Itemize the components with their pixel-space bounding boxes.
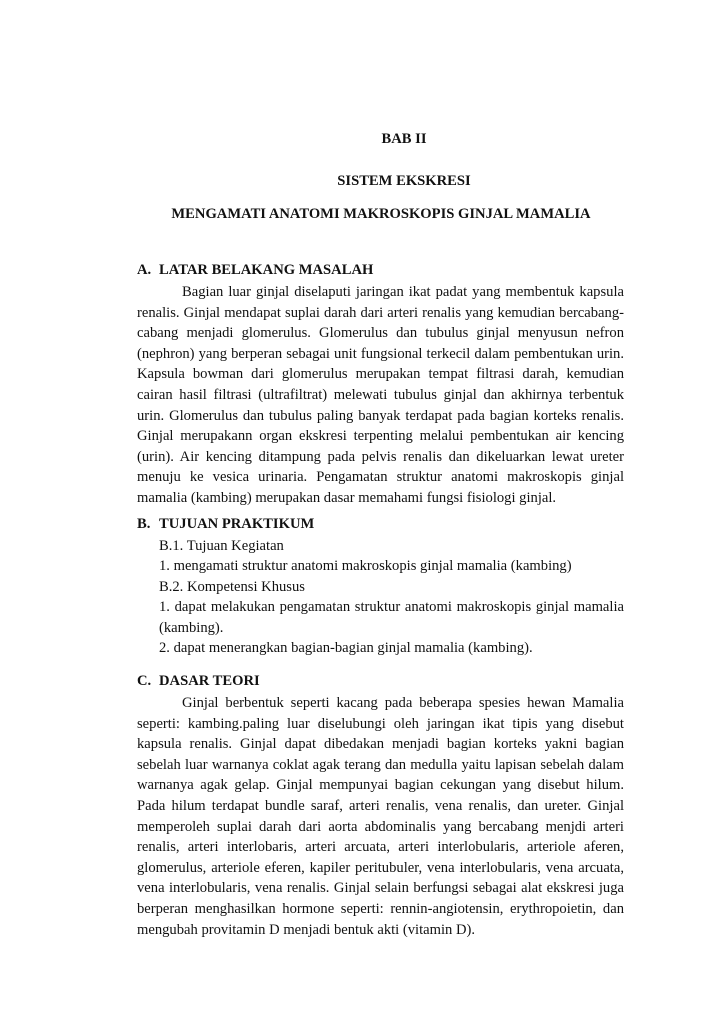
section-b-list	[159, 536, 624, 658]
section-c-number: C.	[137, 673, 152, 689]
list-item: B.2. Kompetensi Khusus	[159, 578, 305, 595]
chapter-heading: BAB II	[381, 131, 427, 147]
list-item: 1. mengamati struktur anatomi makroskopis ginjal mamalia (kambing)	[159, 558, 572, 575]
section-b-number: B.	[137, 516, 151, 532]
section-a-body: Bagian luar ginjal diselaputi jaringan ikat padat yang membentuk kapsula renalis. Ginjal mendapat suplai darah dari arteri renalis yang kemudian bercabang-cabang menjadi glomerulus. Glomerulus dan tubulus ginjal menyusun nefron (nephron) yang berperan sebagai unit fungsional terkecil dalam pembentukan urin. Kapsula bowman dari glomerulus merupakan tempat filtrasi darah, kemudian cairan hasil filtrasi (ultrafiltrat) melewati tubulus ginjal dan akhirnya terbentuk urin. Glomerulus dan tubulus paling banyak terdapat pada bagian korteks renalis. Ginjal merupakann organ ekskresi terpenting melalui pembentukan air kencing (urin). Air kencing ditampung pada pelvis renalis dan dikeluarkan lewat ureter menuju ke vesica urinaria. Pengamatan struktur anatomi makroskopis ginjal mamalia (kambing) merupakan dasar memahami fungsi fisiologi ginjal.	[137, 284, 624, 506]
section-b-title: TUJUAN PRAKTIKUM	[159, 516, 315, 532]
list-item: B.1. Tujuan Kegiatan	[159, 538, 284, 554]
section-a-number: A.	[137, 262, 152, 278]
practicum-title: MENGAMATI ANATOMI MAKROSKOPIS GINJAL MAMALIA	[171, 206, 591, 222]
list-item: 2. dapat menerangkan bagian-bagian ginjal mamalia (kambing).	[159, 640, 533, 657]
section-c-title: DASAR TEORI	[159, 673, 260, 689]
section-c-body: Ginjal berbentuk seperti kacang pada beberapa spesies hewan Mamalia seperti: kambing.paling luar diselubungi oleh jaringan ikat tipis yang disebut kapsula renalis. Ginjal dapat dibedakan menjadi bagian korteks yakni bagian sebelah luar warnanya coklat agak terang dan medulla yaitu lapisan sebelah dalam warnanya agak gelap. Ginjal mempunyai bagian cekungan yang disebut hilum. Pada hilum terdapat bundle saraf, arteri renalis, vena renalis, dan ureter. Ginjal memperoleh suplai darah dari aorta abdominalis yang bercabang menjdi arteri renalis, arteri interlobaris, arteri arcuata, arteri interlobularis, arteriole aferen, glomerulus, arteriole eferen, kapiler peritubuler, vena interlobularis, vena arcuata, vena interlobularis, vena renalis. Ginjal selain berfungsi sebagai alat ekskresi juga berperan menghasilkan hormone seperti: rennin-angiotensin, erythropoietin, dan mengubah provitamin D menjadi bentuk akti (vitamin D).	[137, 695, 624, 938]
section-a-title: LATAR BELAKANG MASALAH	[159, 262, 374, 278]
list-item: 1. dapat melakukan pengamatan struktur anatomi makroskopis ginjal mamalia (kambing).	[159, 599, 624, 636]
section-c-heading	[137, 673, 260, 690]
section-a-heading	[137, 262, 373, 279]
section-b-heading	[137, 516, 314, 533]
system-heading: SISTEM EKSKRESI	[337, 173, 471, 189]
